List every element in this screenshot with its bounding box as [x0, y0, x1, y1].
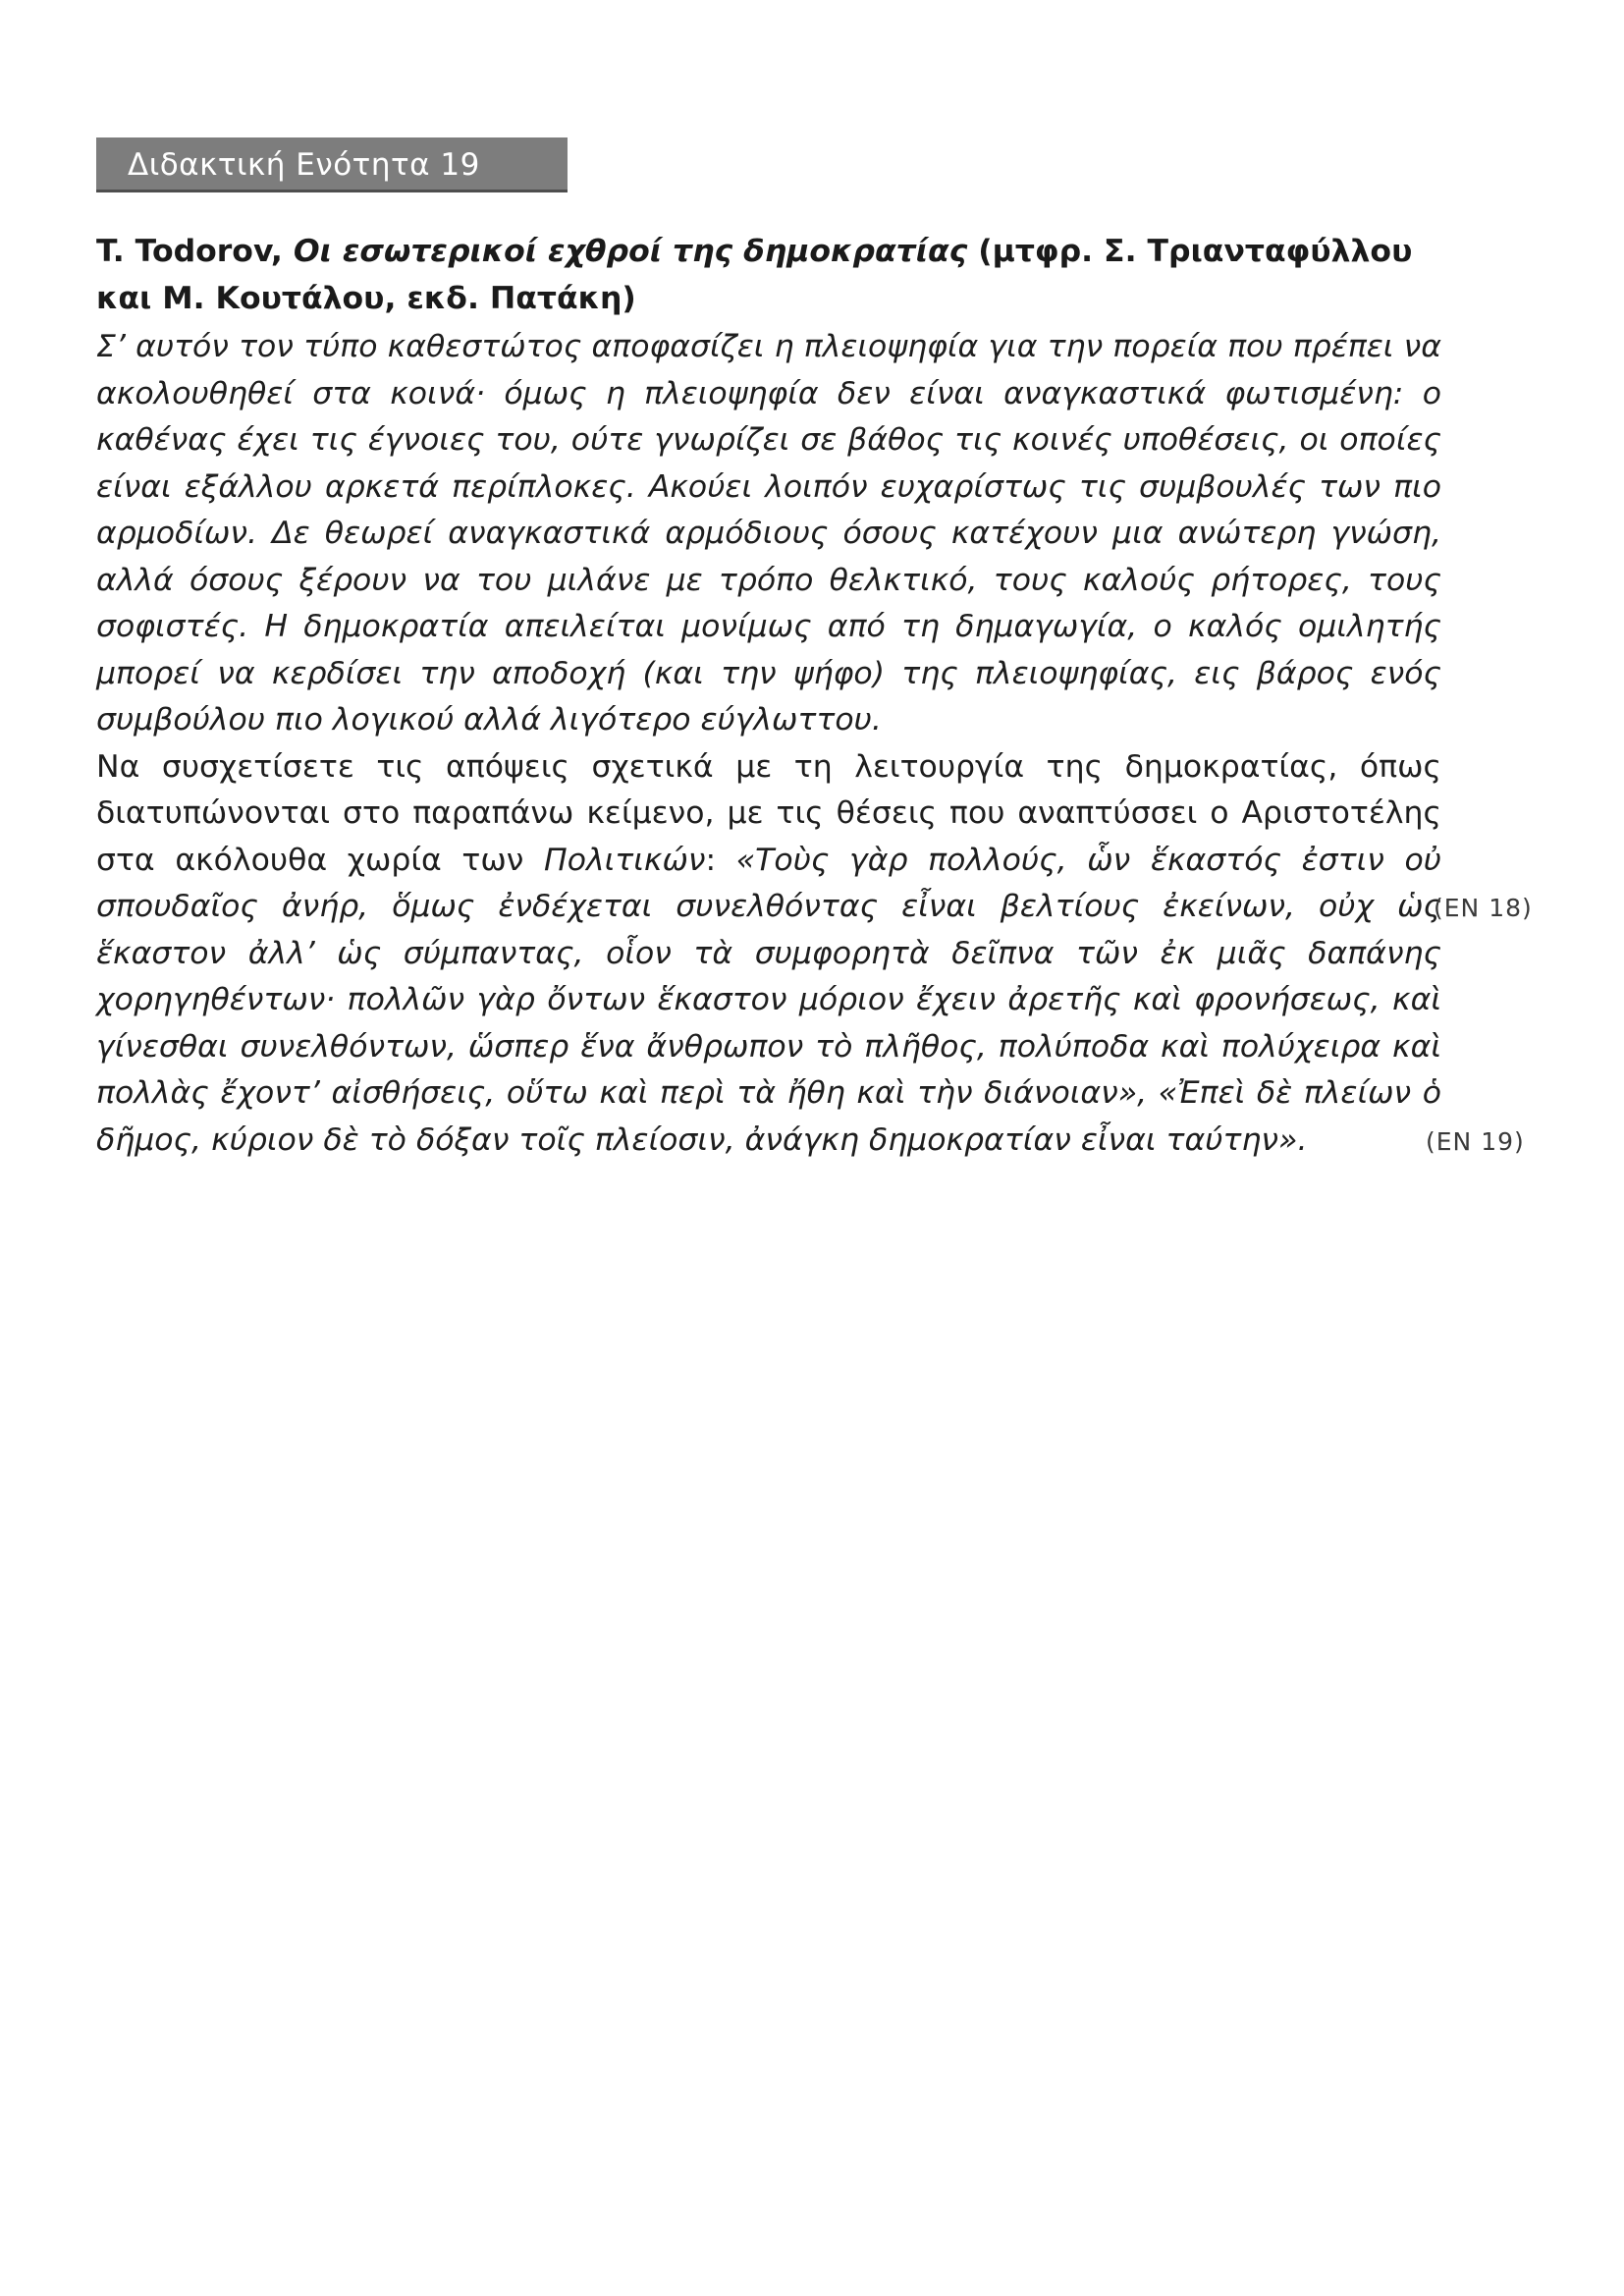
unit-banner-label: Διδακτική Ενότητα 19: [128, 147, 480, 183]
unit-banner: [96, 137, 568, 192]
source-header: [96, 228, 1441, 322]
source-title: Οι εσωτερικοί εχθροί της δημοκρατίας: [293, 234, 968, 269]
instruction-colon: :: [705, 842, 717, 878]
aristotle-quote: «Τοὺς γὰρ πολλούς, ὧν ἕκαστός ἐστιν οὐ σπουδαῖος ἀνήρ, ὅμως ἐνδέχεται συνελθόντας εἶναι βελτίους ἐκείνων, οὐχ ὡς ἕκαστον ἀλλ’ ὡς σύμπαντας, οἷον τὰ συμφορητὰ δεῖπνα τῶν ἐκ μιᾶς δαπάνης χορηγηθέντων· πολλῶν γὰρ ὄντων ἕκαστον μόριον ἔχειν ἀρετῆς καὶ φρονήσεως, καὶ γίνεσθαι συνελθόντων, ὥσπερ ἕνα ἄνθρωπον τὸ πλῆθος, πολύποδα καὶ πολύχειρα καὶ πολλὰς ἔχοντ’ αἰσθήσεις, οὕτω καὶ περὶ τὰ ἤθη καὶ τὴν διάνοιαν», «Ἐπεὶ δὲ πλείων ὁ δῆμος, κύριον δὲ τὸ δόξαν τοῖς πλείοσιν, ἀνάγκη δημοκρατίαν εἶναι ταύτην».: [96, 842, 1441, 1158]
source-details: (μτφρ. Σ. Τριανταφύλλου και Μ. Κουτάλου, εκδ. Πατάκη): [96, 234, 1413, 316]
instruction-work-title: Πολιτικών: [544, 842, 706, 878]
source-author: T. Todorov,: [96, 234, 283, 269]
instruction-paragraph: [96, 744, 1441, 1165]
instruction-lead: Να συσχετίσετε τις απόψεις σχετικά με τη λειτουργία της δημοκρατίας, όπως διατυπώνονται στο παραπάνω κείμενο, με τις θέσεις που αναπτύσσει ο Αριστοτέλης στα ακόλουθα χωρία των: [96, 748, 1441, 878]
margin-note-en19: (ΕΝ 19): [1426, 1127, 1525, 1156]
source-passage: Σ’ αυτόν τον τύπο καθεστώτος αποφασίζει η πλειοψηφία για την πορεία που πρέπει να ακολουθηθεί στα κοινά· όμως η πλειοψηφία δεν είναι αναγκαστικά φωτισμένη: ο καθένας έχει τις έγνοιες του, ούτε γνωρίζει σε βάθος τις κοινές υποθέσεις, οι οποίες είναι εξάλλου αρκετά περίπλοκες. Ακούει λοιπόν ευχαρίστως τις συμβουλές των πιο αρμοδίων. Δε θεωρεί αναγκαστικά αρμόδιους όσους κατέχουν μια ανώτερη γνώση, αλλά όσους ξέρουν να του μιλάνε με τρόπο θελκτικό, τους καλούς ρήτορες, τους σοφιστές. Η δημοκρατία απειλείται μονίμως από τη δημαγωγία, ο καλός ομιλητής μπορεί να κερδίσει την αποδοχή (και την ψήφο) της πλειοψηφίας, εις βάρος ενός συμβούλου πιο λογικού αλλά λιγότερο εύγλωττου.: [96, 329, 1441, 738]
margin-note-en18: (ΕΝ 18): [1434, 894, 1533, 922]
content-area: [96, 228, 1441, 1164]
